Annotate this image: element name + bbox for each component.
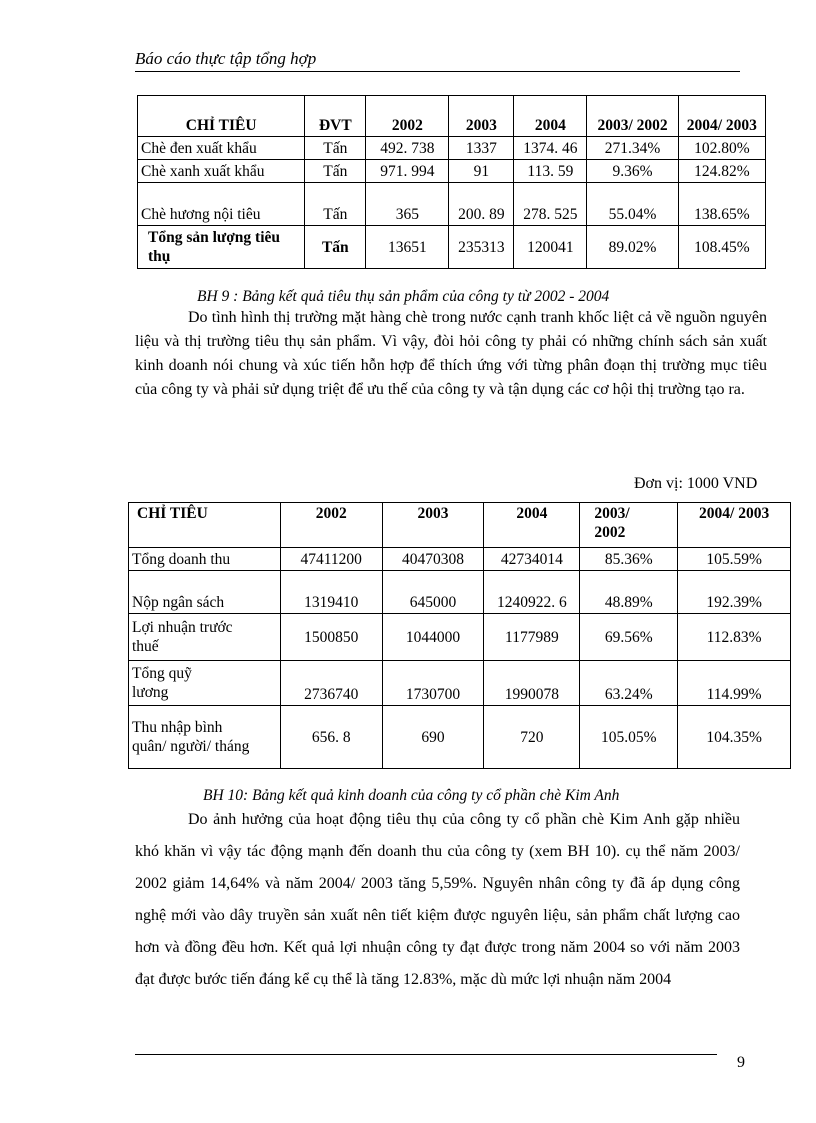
table-row <box>138 160 766 183</box>
cell: 85.36% <box>580 548 678 571</box>
cell: 124.82% <box>678 160 765 183</box>
header-cell: 2003/ 2002 <box>580 503 678 548</box>
header-cell: 2004/ 2003 <box>678 96 765 137</box>
cell: 1500850 <box>280 614 382 661</box>
cell: Chè đen xuất khẩu <box>138 137 305 160</box>
cell: 69.56% <box>580 614 678 661</box>
cell: 9.36% <box>587 160 678 183</box>
business-results-table <box>128 502 791 769</box>
cell: 1319410 <box>280 571 382 614</box>
table-header-row <box>138 96 766 137</box>
unit-note: Đơn vị: 1000 VND <box>634 475 758 492</box>
cell: Tấn <box>305 226 366 269</box>
cell: 112.83% <box>678 614 791 661</box>
body-paragraph: Do tình hình thị trường mặt hàng chè trong nước cạnh tranh khốc liệt cả về nguồn nguyên liệu và thị trường tiêu thụ sản phẩm. Vì vậy, đòi hỏi công ty phải có những chính sách sản xuất kinh doanh nói chung và xúc tiến hỗn hợp để thích ứng với từng phân đoạn thị trường mục tiêu của công ty và phải sử dụng triệt để ưu thế của công ty và tận dụng các cơ hội thị trường tạo ra. <box>135 309 767 398</box>
cell: 89.02% <box>587 226 678 269</box>
cell: 40470308 <box>382 548 484 571</box>
header-cell: 2003 <box>449 96 514 137</box>
cell: 365 <box>366 183 449 226</box>
header-cell: 2002 <box>280 503 382 548</box>
table-row <box>129 614 791 661</box>
header-cell: 2004 <box>484 503 580 548</box>
cell: Tấn <box>305 137 366 160</box>
body-paragraph: Do ảnh hưởng của hoạt động tiêu thụ của công ty cổ phần chè Kim Anh gặp nhiều khó khăn vì vậy tác động mạnh đến doanh thu của công ty (xem BH 10). cụ thể năm 2003/ 2002 giảm 14,64% và năm 2004/ 2003 tăng 5,59%. Nguyên nhân công ty đã áp dụng công nghệ mới vào dây truyền sản xuất nên tiết kiệm được nguyên liệu, sản phẩm chất lượng cao hơn và đồng đều hơn. Kết quả lợi nhuận công ty đạt được trong năm 2004 so với năm 2003 đạt được bước tiến đáng kể cụ thể là tăng 12.83%, mặc dù mức lợi nhuận năm 2004 <box>135 811 740 988</box>
table-caption: BH 9 : Bảng kết quả tiêu thụ sản phẩm của công ty từ 2002 - 2004 <box>197 288 610 305</box>
footer-divider <box>135 1054 717 1055</box>
cell: 278. 525 <box>514 183 587 226</box>
cell: 271.34% <box>587 137 678 160</box>
header-cell: CHỈ TIÊU <box>138 96 305 137</box>
header-cell: 2003 <box>382 503 484 548</box>
cell: Tổng sản lượng tiêu thụ <box>138 226 305 269</box>
cell: 105.59% <box>678 548 791 571</box>
cell: 48.89% <box>580 571 678 614</box>
cell: 138.65% <box>678 183 765 226</box>
header-cell: 2004 <box>514 96 587 137</box>
cell: 108.45% <box>678 226 765 269</box>
cell: 235313 <box>449 226 514 269</box>
cell: 1044000 <box>382 614 484 661</box>
table-row <box>129 706 791 769</box>
cell: 91 <box>449 160 514 183</box>
table-row <box>129 661 791 706</box>
cell: 1990078 <box>484 661 580 706</box>
table-row <box>138 137 766 160</box>
header-cell: 2002 <box>366 96 449 137</box>
cell: Tấn <box>305 160 366 183</box>
header-cell: 2003/ 2002 <box>587 96 678 137</box>
header-cell: CHỈ TIÊU <box>129 503 281 548</box>
cell: Thu nhập bình quân/ người/ tháng <box>129 706 281 769</box>
cell: 105.05% <box>580 706 678 769</box>
cell: 55.04% <box>587 183 678 226</box>
cell: 104.35% <box>678 706 791 769</box>
cell: 1240922. 6 <box>484 571 580 614</box>
header-cell: ĐVT <box>305 96 366 137</box>
cell: Tổng doanh thu <box>129 548 281 571</box>
cell: Tấn <box>305 183 366 226</box>
header-cell: 2004/ 2003 <box>678 503 791 548</box>
sales-volume-table <box>137 95 766 269</box>
table-row-total <box>138 226 766 269</box>
table-row <box>138 183 766 226</box>
cell: Tổng quỹ lương <box>129 661 281 706</box>
cell: 120041 <box>514 226 587 269</box>
cell: 645000 <box>382 571 484 614</box>
cell: 42734014 <box>484 548 580 571</box>
cell: 2736740 <box>280 661 382 706</box>
cell: 63.24% <box>580 661 678 706</box>
cell: 114.99% <box>678 661 791 706</box>
cell: Nộp ngân sách <box>129 571 281 614</box>
cell: Chè hương nội tiêu <box>138 183 305 226</box>
table-header-row <box>129 503 791 548</box>
cell: 192.39% <box>678 571 791 614</box>
cell: 971. 994 <box>366 160 449 183</box>
cell: 1177989 <box>484 614 580 661</box>
cell: 690 <box>382 706 484 769</box>
cell: 656. 8 <box>280 706 382 769</box>
table-row <box>129 571 791 614</box>
table-caption: BH 10: Bảng kết quả kinh doanh của công ty cổ phần chè Kim Anh <box>203 787 620 804</box>
page-header: Báo cáo thực tập tổng hợp <box>135 48 740 72</box>
table-row <box>129 548 791 571</box>
page-number: 9 <box>737 1054 745 1071</box>
cell: 1730700 <box>382 661 484 706</box>
cell: 1374. 46 <box>514 137 587 160</box>
cell: 492. 738 <box>366 137 449 160</box>
cell: 47411200 <box>280 548 382 571</box>
cell: Lợi nhuận trước thuế <box>129 614 281 661</box>
cell: 13651 <box>366 226 449 269</box>
cell: 102.80% <box>678 137 765 160</box>
cell: 200. 89 <box>449 183 514 226</box>
cell: 113. 59 <box>514 160 587 183</box>
cell: Chè xanh xuất khẩu <box>138 160 305 183</box>
cell: 720 <box>484 706 580 769</box>
cell: 1337 <box>449 137 514 160</box>
